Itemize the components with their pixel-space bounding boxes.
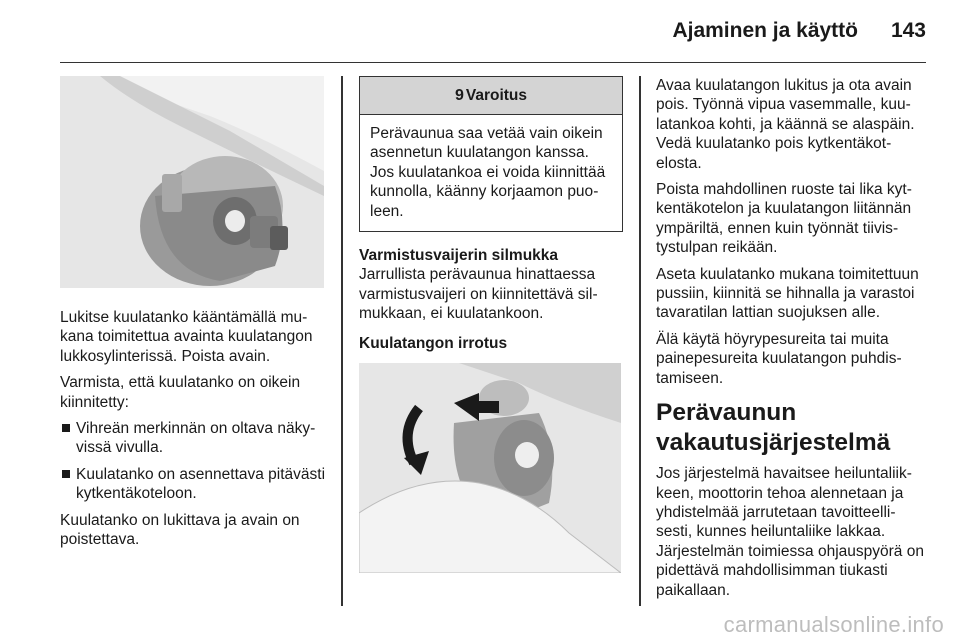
paragraph: Lukitse kuulatanko kääntämällä mukana toimitettua avainta kuulatangon lukkosylinterissä. Poista avain.	[60, 309, 313, 365]
list-item: Kuulatanko on asennettava pitävästi kytkentäkoteloon.	[60, 465, 326, 504]
paragraph: Jarrullista perävaunua hinattaessa varmistusvaijeri on kiinnitettävä silmukkaan, ei kuulatankoon.	[359, 266, 598, 323]
tow-bar-lock-illustration	[60, 76, 324, 288]
paragraph: Varmista, että kuulatanko on oikein kiinnitetty:	[60, 374, 301, 411]
chapter-title: Ajaminen ja käyttö	[672, 19, 858, 42]
paragraph: Poista mahdollinen ruoste tai lika kytkentäkotelon ja kuulatangon liitännän ympäriltä, ennen kuin työnnät tiivistystulpan reikään.	[656, 181, 912, 257]
paragraph: Avaa kuulatangon lukitus ja ota avain pois. Työnnä vipua vasemmalle, kuulatankoa kohti, ja käännä se alaspäin. Vedä kuulatanko pois kytkentäkotelosta.	[656, 77, 915, 172]
paragraph: Kuulatanko on lukittava ja avain on poistettava.	[60, 511, 300, 549]
list-item: Vihreän merkinnän on oltava näkyvissä vivulla.	[60, 419, 326, 458]
column-1	[60, 76, 326, 556]
paragraph: Jos järjestelmä havaitsee heiluntaliikkeen, moottorin tehoa alennetaan ja yhdistelmää jarrutetaan tavoitteellisesti, kunnes heiluntaliike lakkaa. Järjestelmän toimiessa ohjauspyörä on pidettävä mahdollisimman tiukasti paikallaan.	[656, 465, 924, 599]
warning-box	[359, 76, 623, 232]
tow-bar-removal-illustration	[359, 363, 621, 573]
warning-icon: 9	[454, 86, 464, 104]
paragraph: Aseta kuulatanko mukana toimitettuun pussiin, kiinnitä se hihnalla ja varastoi tavaratilan lattian suojuksen alle.	[656, 265, 919, 322]
paragraph: Älä käytä höyrypesureita tai muita painepesureita kuulatangon puhdistamiseen.	[656, 330, 902, 387]
page-header	[60, 0, 926, 63]
column-divider-right	[639, 76, 641, 606]
subheading: Kuulatangon irrotus	[359, 334, 508, 352]
warning-header	[360, 77, 622, 115]
watermark-url: carmanualsonline.info	[723, 612, 944, 637]
column-divider-left	[341, 76, 343, 606]
column-3	[656, 76, 924, 607]
warning-title: Varoitus	[465, 86, 528, 104]
column-2	[359, 76, 623, 573]
subheading: Varmistusvaijerin silmukka	[359, 247, 559, 265]
bullet-square-icon	[62, 424, 70, 432]
bullet-square-icon	[62, 470, 70, 478]
warning-text: Perävaunua saa vetää vain oikein asennetun kuulatangon kanssa. Jos kuulatankoa ei voida kiinnittää kunnolla, käänny korjaamon puoleen.	[370, 125, 606, 220]
page-number: 143	[890, 19, 926, 42]
section-heading: Perävaunun vakautusjärjestelmä	[656, 399, 891, 457]
